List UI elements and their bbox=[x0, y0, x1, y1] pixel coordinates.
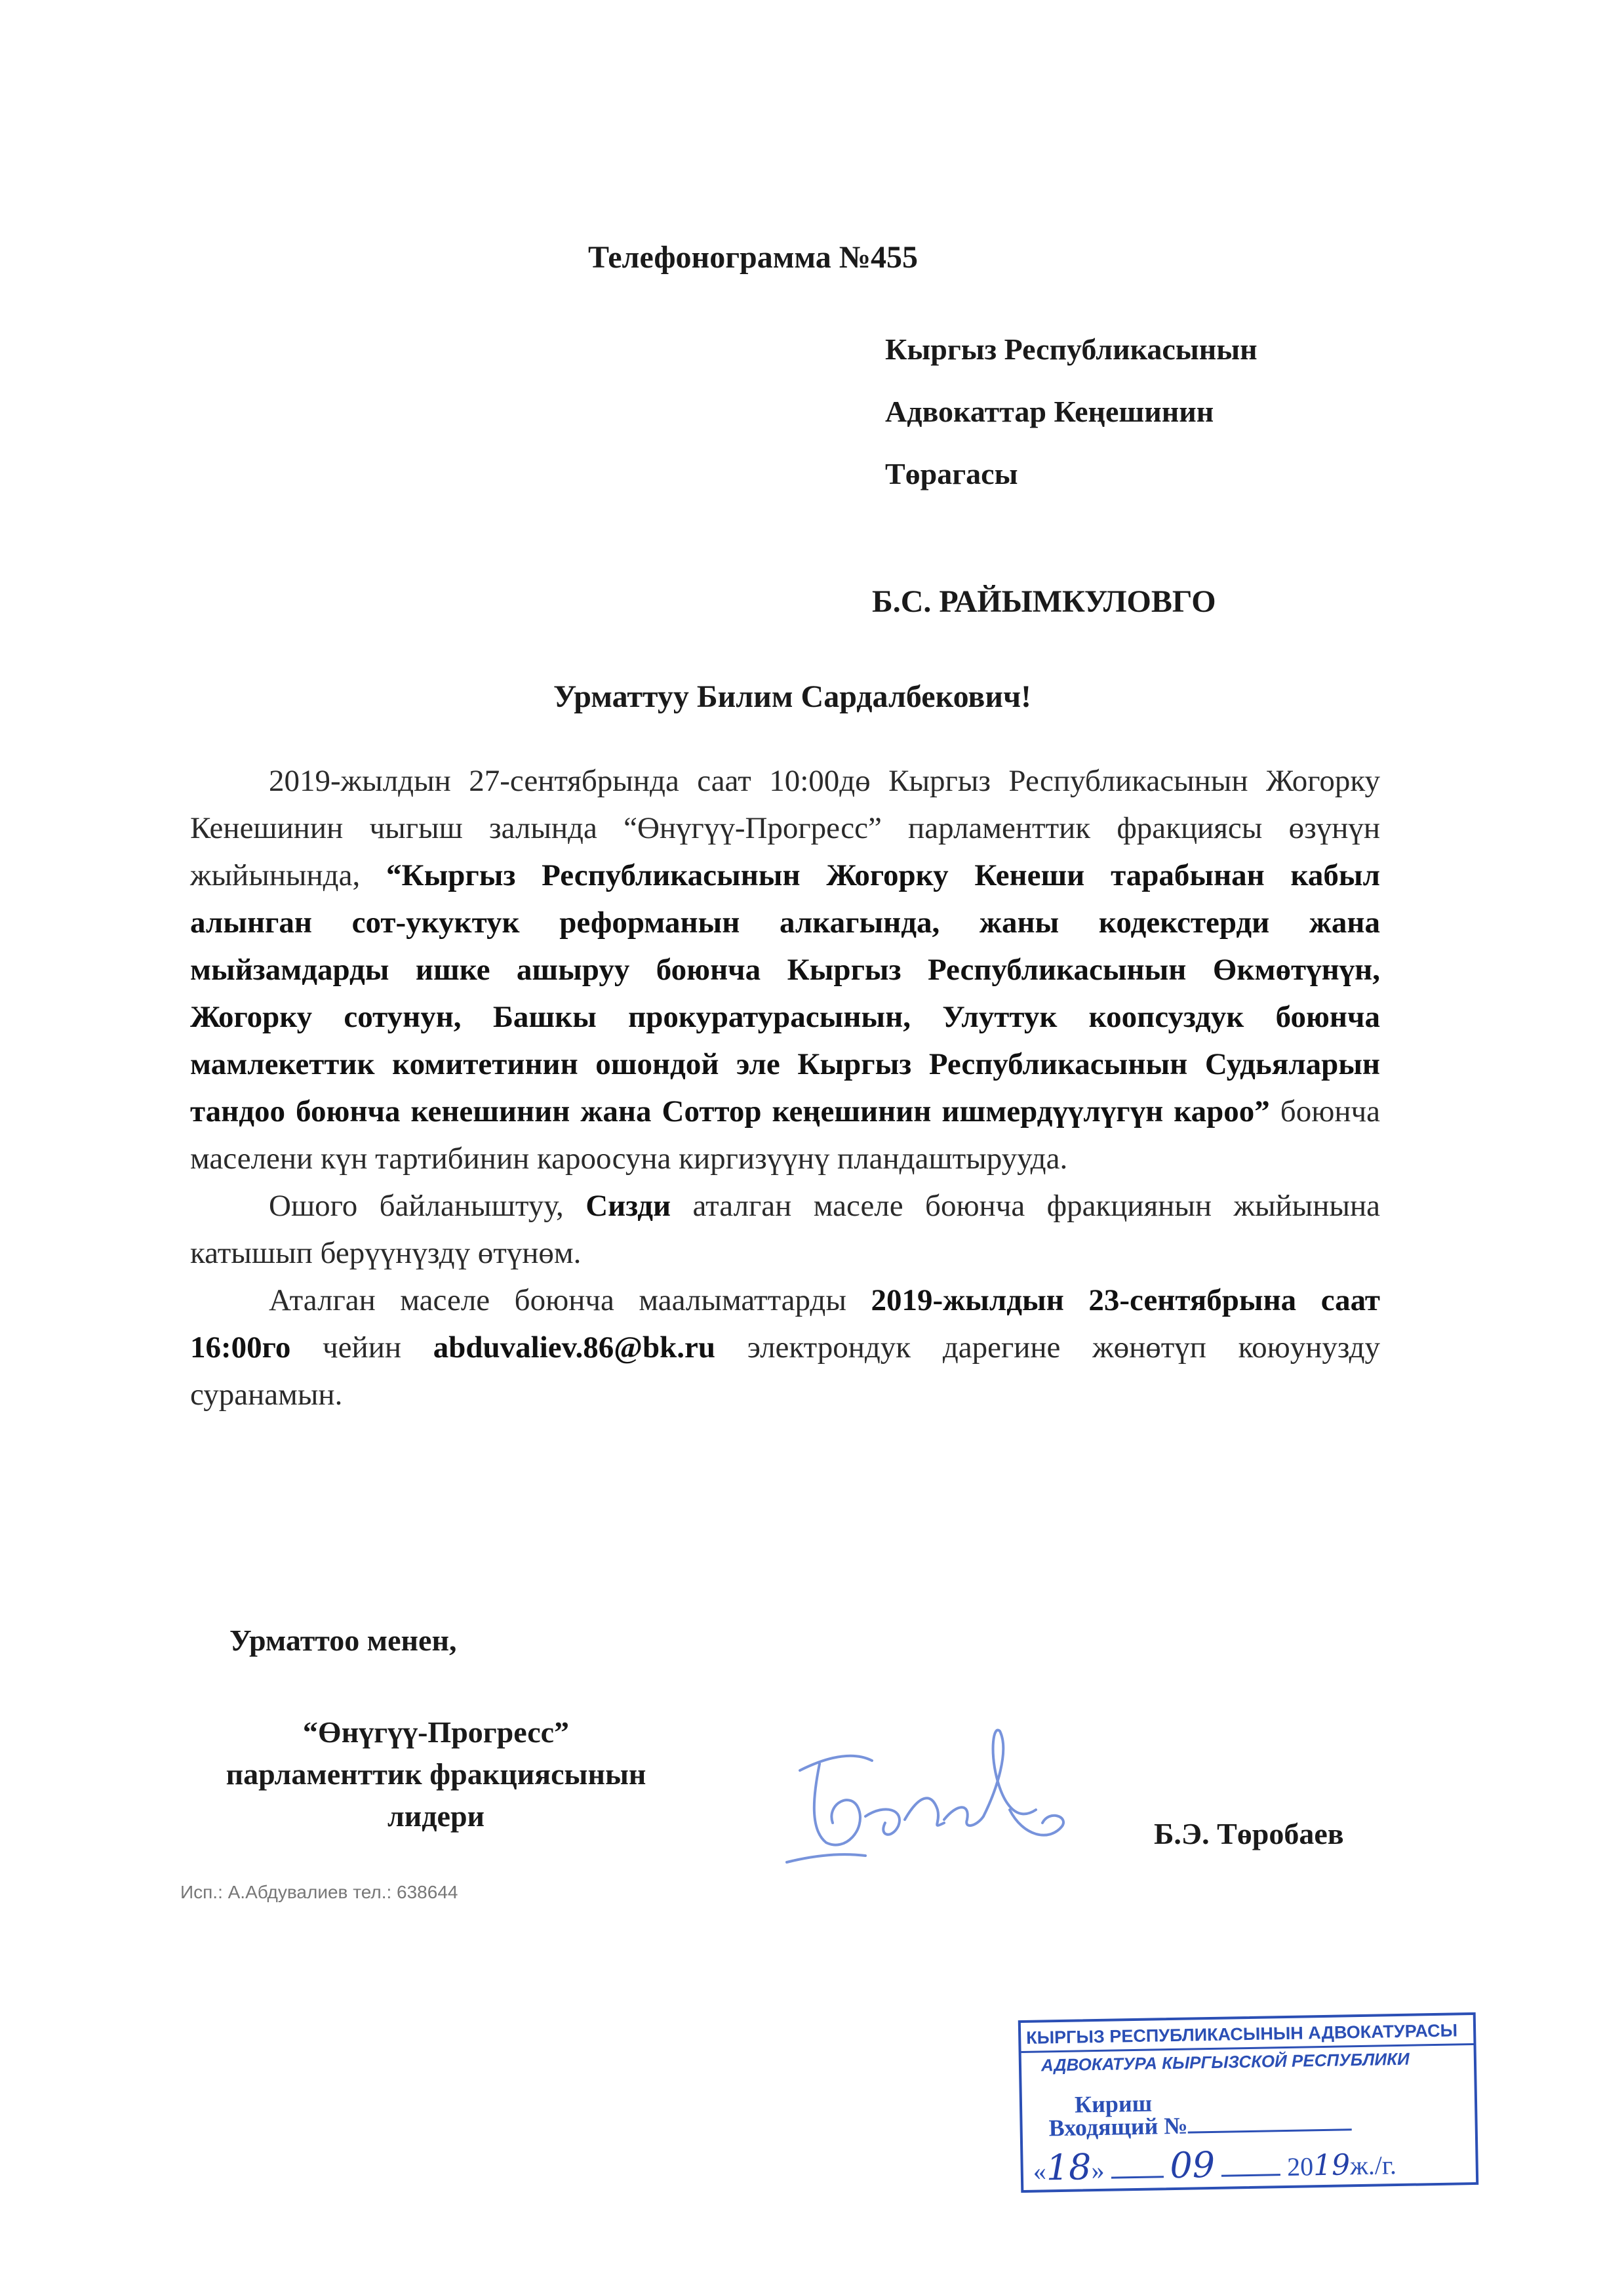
stamp-date: «18» 09 2019ж./г. bbox=[1033, 2144, 1397, 2189]
letter-body bbox=[190, 757, 1380, 1418]
signature-block: “Өнүгүү-Прогресс” парламенттик фракциясынын лидери bbox=[226, 1715, 646, 1833]
signer-name: Б.Э. Төробаев bbox=[1154, 1817, 1344, 1850]
executor-note: Исп.: А.Абдувалиев тел.: 638644 bbox=[180, 1882, 458, 1902]
greeting: Урматтуу Билим Сардалбекович! bbox=[553, 679, 1032, 714]
paragraph-2: Ошого байланыштуу, Сизди аталган маселе боюнча фракциянын жыйынына катышып берүүнүздү өтүнөм. bbox=[190, 1189, 1381, 1270]
addressee-line-3: Төрагасы bbox=[885, 457, 1018, 490]
stamp-incoming-number: Входящий № bbox=[1048, 2109, 1352, 2142]
incoming-stamp bbox=[1018, 2012, 1478, 2193]
addressee-name: Б.С. РАЙЫМКУЛОВГО bbox=[872, 584, 1216, 619]
closing-phrase: Урматтоо менен, bbox=[229, 1624, 457, 1657]
handwritten-signature bbox=[774, 1711, 1075, 1882]
paragraph-3: Аталган маселе боюнча маалыматтарды 2019-жылдын 23-сентябрына саат 16:00го чейин abduvaliev.86@bk.ru электрондук дарегине жөнөтүп коюунузду суранамын. bbox=[190, 1283, 1380, 1412]
stamp-org-kg: КЫРГЫЗ РЕСПУБЛИКАСЫНЫН АДВОКАТУРАСЫ bbox=[1025, 2020, 1458, 2048]
stamp-month: 09 bbox=[1169, 2144, 1216, 2187]
addressee-line-1: Кыргыз Республикасынын bbox=[885, 332, 1258, 366]
stamp-year: 19 bbox=[1313, 2148, 1351, 2183]
document-title: Телефонограмма №455 bbox=[588, 240, 918, 275]
stamp-day: 18 bbox=[1046, 2146, 1092, 2189]
addressee-line-2: Адвокаттар Кеңешинин bbox=[885, 395, 1214, 428]
paragraph-1: 2019-жылдын 27-сентябрында саат 10:00дө Кыргыз Республикасынын Жогорку Кенешинин чыгыш залында “Өнүгүү-Прогресс” парламенттик фракциясы өзүнүн жыйынында, “Кыргыз Республикасынын Жогорку Кенеши тарабынан кабыл алынган сот-укуктук реформанын алкагында, жаны кодекстерди жана мыйзамдарды ишке ашыруу боюнча Кыргыз Республикасынын Өкмөтүнүн, Жогорку сотунун, Башкы прокуратурасынын, Улуттук коопсуздук боюнча мамлекеттик комитетинин ошондой эле Кыргыз Республикасынын Судьяларын тандоо боюнча кенешинин жана Соттор кеңешинин ишмердүүлүгүн кароо” боюнча маселени күн тартибинин кароосуна киргизүүнү пландаштырууда. bbox=[190, 764, 1380, 1176]
stamp-org-ru: АДВОКАТУРА КЫРГЫЗСКОЙ РЕСПУБЛИКИ bbox=[1040, 2048, 1410, 2075]
stamp-incoming-kg: Кириш bbox=[1074, 2090, 1153, 2118]
email-address: abduvaliev.86@bk.ru bbox=[433, 1330, 716, 1365]
